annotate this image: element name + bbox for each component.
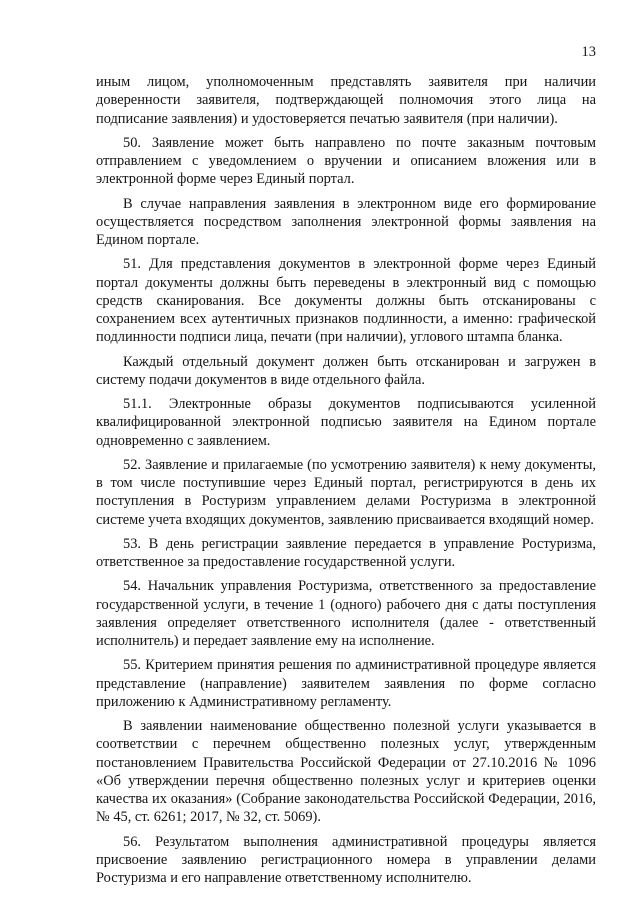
paragraph-item-51: 51. Для представления документов в электронной форме через Единый портал документы должны быть переведены в электронный вид с помощью средств сканирования. Все документы должны быть отсканированы с сохранением всех аутентичных признаков подлинности, а именно: графической подлинности подписи лица, печати (при наличии), углового штампа бланка. bbox=[96, 256, 596, 346]
paragraph-service-name: В заявлении наименование общественно полезной услуги указывается в соответствии с перечнем общественно полезных услуг, утвержденным постановлением Правительства Российской Федерации от 27.10.2016 № 1096 «Об утверждении перечня общественно полезных услуг и критериев оценки качества их оказания» (Собрание законодательства Российской Федерации, 2016, № 45, ст. 6261; 2017, № 32, ст. 5069). bbox=[96, 718, 596, 826]
paragraph-item-51-1: 51.1. Электронные образы документов подписываются усиленной квалифицированной электронной подписью заявителя на Едином портале одновременно с заявлением. bbox=[96, 396, 596, 449]
paragraph-item-56: 56. Результатом выполнения административной процедуры является присвоение заявлению регистрационного номера в управлении делами Ростуризма и его направление ответственному исполнителю. bbox=[96, 833, 596, 886]
paragraph-electronic-submission: В случае направления заявления в электронном виде его формирование осуществляется посредством заполнения электронной формы заявления на Едином портале. bbox=[96, 195, 596, 248]
paragraph-separate-file: Каждый отдельный документ должен быть отсканирован и загружен в систему подачи документов в виде отдельного файла. bbox=[96, 353, 596, 388]
page-number: 13 bbox=[581, 44, 596, 60]
document-body bbox=[96, 73, 596, 893]
paragraph-item-52: 52. Заявление и прилагаемые (по усмотрению заявителя) к нему документы, в том числе поступившие через Единый портал, регистрируются в день их поступления в Ростуризм управлением делами Ростуризма в электронной системе учета входящих документов, заявлению присваивается входящий номер. bbox=[96, 456, 596, 528]
paragraph-item-50: 50. Заявление может быть направлено по почте заказным почтовым отправлением с уведомлением о вручении и описанием вложения или в электронной форме через Единый портал. bbox=[96, 134, 596, 188]
paragraph-item-54: 54. Начальник управления Ростуризма, ответственного за предоставление государственной услуги, в течение 1 (одного) рабочего дня с даты поступления заявления определяет ответственного исполнителя (далее - ответственный исполнитель) и передает заявление ему на исполнение. bbox=[96, 578, 596, 649]
paragraph-item-55: 55. Критерием принятия решения по административной процедуре является представление (направление) заявителем заявления по форме согласно приложению к Административному регламенту. bbox=[96, 657, 596, 710]
paragraph-continuation: иным лицом, уполномоченным представлять заявителя при наличии доверенности заявителя, подтверждающей полномочия этого лица на подписание заявления) и удостоверяется печатью заявителя (при наличии). bbox=[96, 74, 596, 127]
paragraph-item-53: 53. В день регистрации заявление передается в управление Ростуризма, ответственное за предоставление государственной услуги. bbox=[96, 535, 596, 570]
